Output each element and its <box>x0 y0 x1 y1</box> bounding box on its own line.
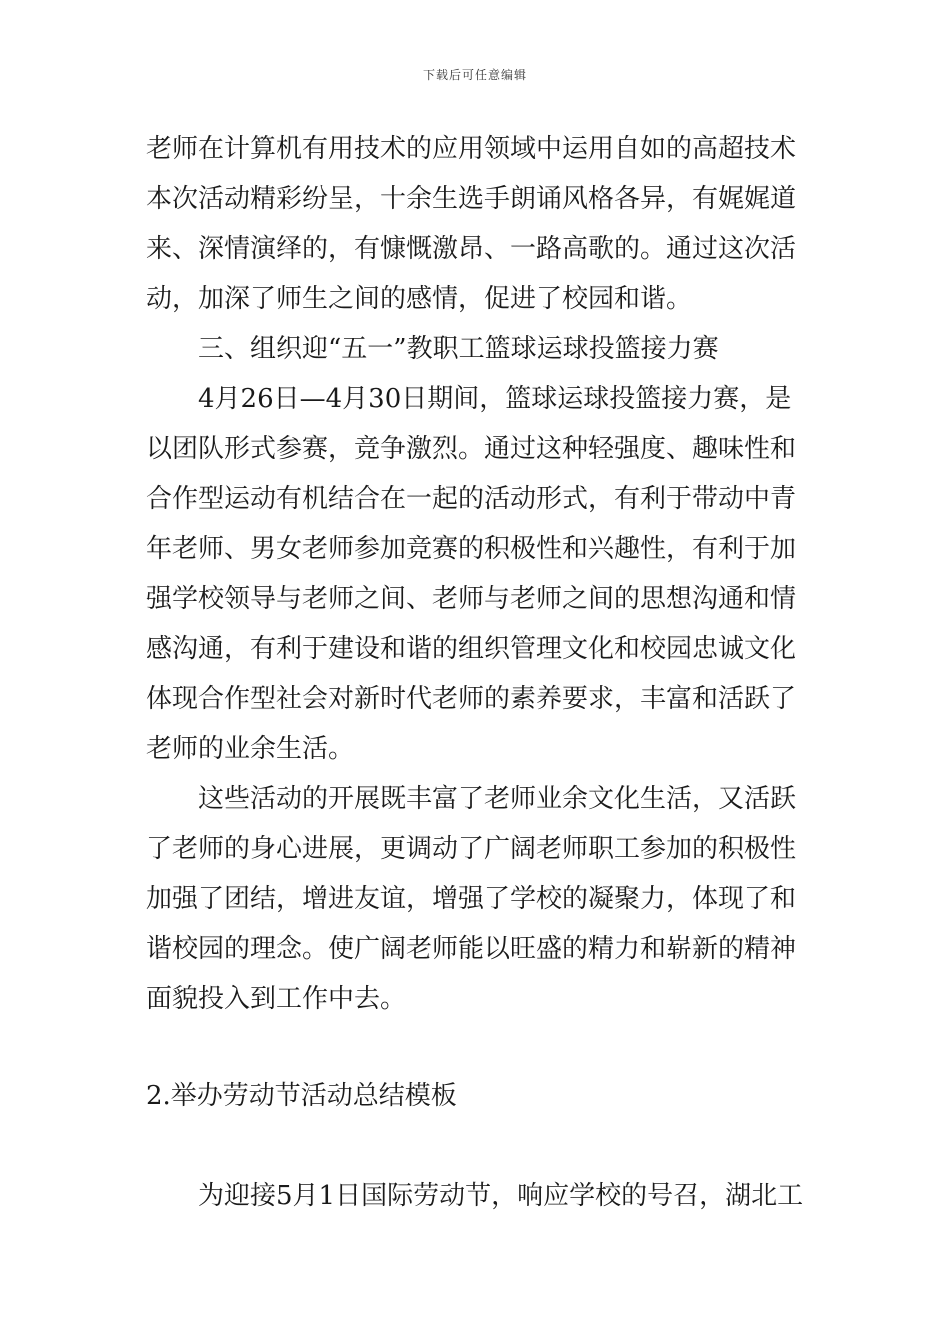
section-title-block <box>146 1071 816 1121</box>
text-line: 合作型运动有机结合在一起的活动形式，有利于带动中青 <box>146 484 797 514</box>
text-line: 老师在计算机有用技术的应用领域中运用自如的高超技术 <box>146 134 797 164</box>
text-line: 年老师、男女老师参加竞赛的积极性和兴趣性，有利于加 <box>146 534 797 564</box>
text-line: 加强了团结，增进友谊，增强了学校的凝聚力，体现了和 <box>146 884 797 914</box>
text-line: 以团队形式参赛，竞争激烈。通过这种轻强度、趣味性和 <box>146 434 797 464</box>
main-text <box>146 124 816 1024</box>
text-line: 动，加深了师生之间的感情，促进了校园和谐。 <box>146 284 693 314</box>
text-line: 体现合作型社会对新时代老师的素养要求，丰富和活跃了 <box>146 684 797 714</box>
text-line: 本次活动精彩纷呈，十余生选手朗诵风格各异，有娓娓道 <box>146 184 797 214</box>
page-header: 下载后可任意编辑 <box>422 68 527 82</box>
text-line: 强学校领导与老师之间、老师与老师之间的思想沟通和情 <box>146 584 797 614</box>
section-title: 2.举办劳动节活动总结模板 <box>146 1081 457 1111</box>
text-line: 来、深情演绎的，有慷慨激昂、一路高歌的。通过这次活 <box>146 234 797 264</box>
final-text-block <box>146 1171 816 1221</box>
text-line: 为迎接5月1日国际劳动节，响应学校的号召，湖北工 <box>198 1181 804 1211</box>
text-line: 4月26日—4月30日期间，篮球运球投篮接力赛，是 <box>198 384 792 414</box>
section-heading-three: 三、组织迎“五一”教职工篮球运球投篮接力赛 <box>198 334 719 364</box>
text-line: 谐校园的理念。使广阔老师能以旺盛的精力和崭新的精神 <box>146 934 797 964</box>
text-line: 了老师的身心进展，更调动了广阔老师职工参加的积极性 <box>146 834 797 864</box>
text-line: 老师的业余生活。 <box>146 734 355 764</box>
text-line: 这些活动的开展既丰富了老师业余文化生活，又活跃 <box>198 784 797 814</box>
text-line: 感沟通，有利于建设和谐的组织管理文化和校园忠诚文化 <box>146 634 797 664</box>
text-line: 面貌投入到工作中去。 <box>146 984 407 1014</box>
